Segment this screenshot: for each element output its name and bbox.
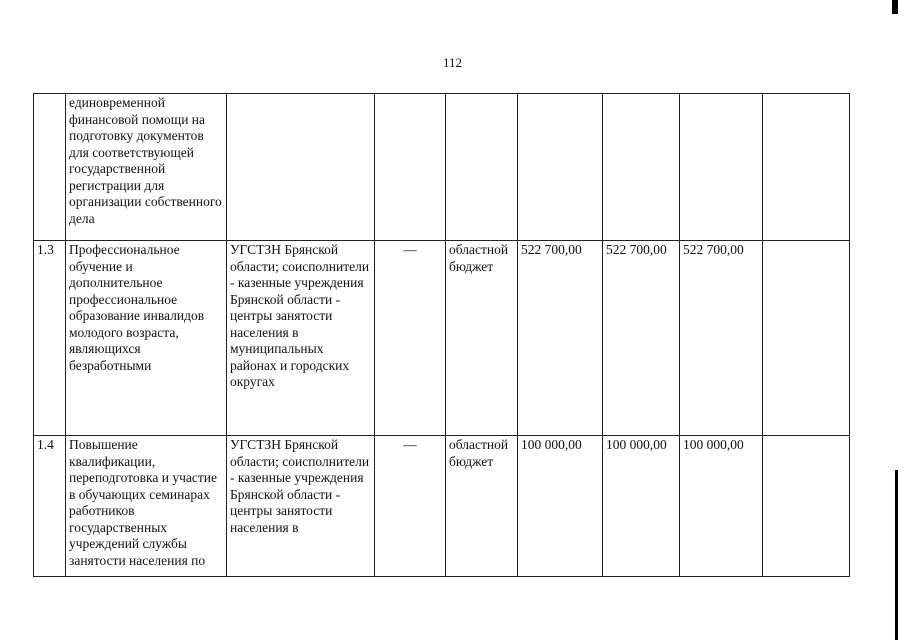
measure-name-cell: Повышение квалификации, переподготовка и участие в обучающих семинарах работников государственных учреждений службы занятости населения по [66, 436, 227, 577]
measure-name-cell: единовременной финансовой помощи на подготовку документов для соответствующей государственной регистрации для организации собственного дела [66, 94, 227, 241]
table-row [34, 436, 850, 577]
executor-cell: УГСТЗН Брянской области; соисполнители - казенные учреждения Брянской области - центры занятости населения в [227, 436, 375, 577]
scan-edge-mark-top [892, 0, 898, 14]
term-cell: — [375, 436, 446, 577]
result-cell [763, 436, 850, 577]
amount-year3-cell: 522 700,00 [680, 241, 763, 436]
measure-name-cell: Профессиональное обучение и дополнительное профессиональное образование инвалидов молодого возраста, являющихся безработными [66, 241, 227, 436]
funding-source-cell: областной бюджет [446, 241, 518, 436]
amount-year1-cell [518, 94, 603, 241]
amount-year2-cell [603, 94, 680, 241]
result-cell [763, 241, 850, 436]
term-cell: — [375, 241, 446, 436]
row-number-cell: 1.4 [34, 436, 66, 577]
row-number-cell [34, 94, 66, 241]
amount-year3-cell [680, 94, 763, 241]
page-number: 112 [442, 55, 463, 70]
amount-year2-cell: 100 000,00 [603, 436, 680, 577]
amount-year1-cell: 522 700,00 [518, 241, 603, 436]
amount-year2-cell: 522 700,00 [603, 241, 680, 436]
budget-table [33, 93, 850, 577]
table-row [34, 94, 850, 241]
funding-source-cell: областной бюджет [446, 436, 518, 577]
funding-source-cell [446, 94, 518, 241]
table-row [34, 241, 850, 436]
amount-year1-cell: 100 000,00 [518, 436, 603, 577]
amount-year3-cell: 100 000,00 [680, 436, 763, 577]
term-cell [375, 94, 446, 241]
scan-edge-mark-right [895, 470, 898, 640]
result-cell [763, 94, 850, 241]
executor-cell [227, 94, 375, 241]
executor-cell: УГСТЗН Брянской области; соисполнители - казенные учреждения Брянской области - центры занятости населения в муниципальных районах и городских округах [227, 241, 375, 436]
row-number-cell: 1.3 [34, 241, 66, 436]
